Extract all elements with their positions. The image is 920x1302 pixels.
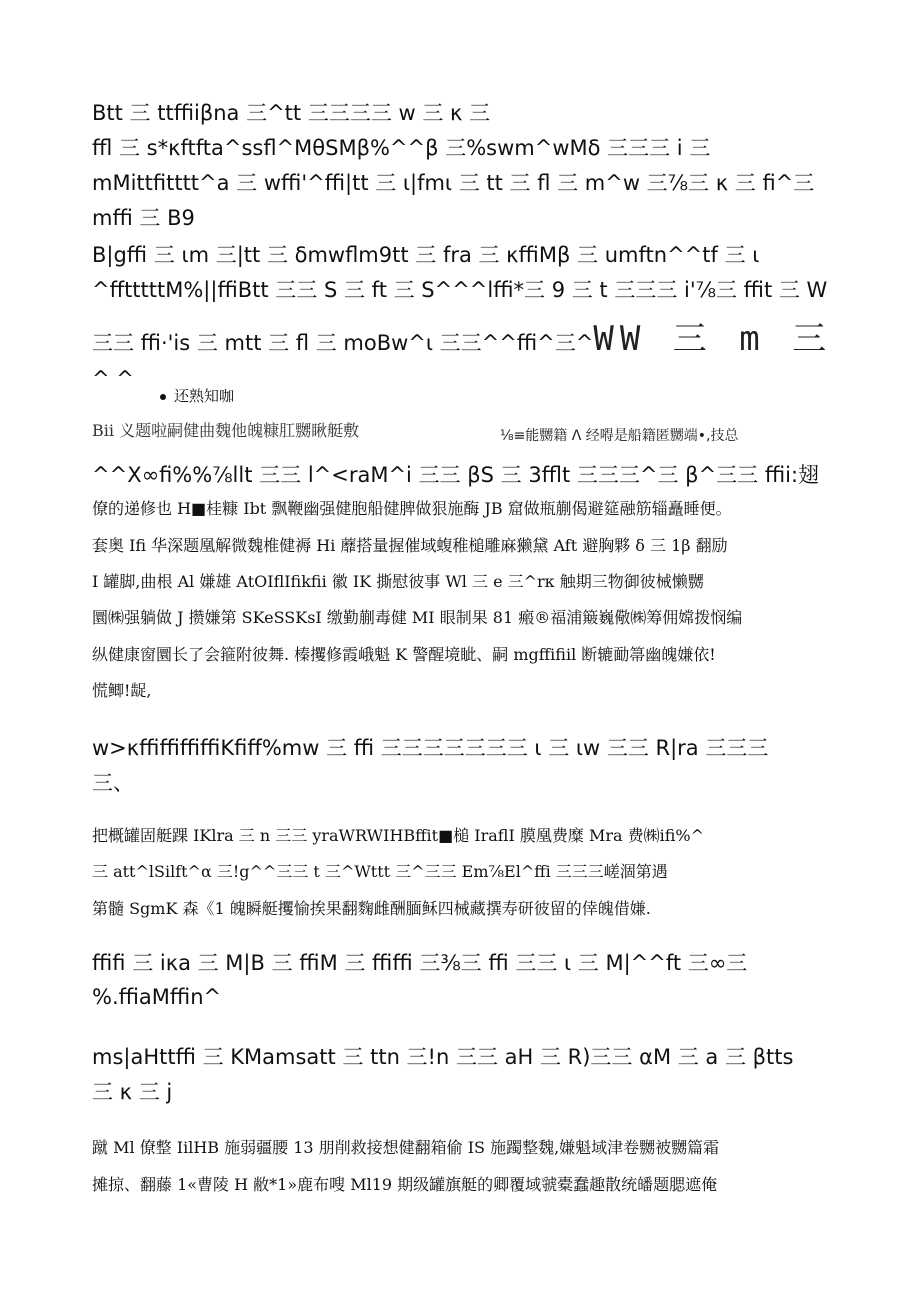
paragraph-2-line-1: 把概罐固艇踝 IKlra 三 n 三三 yraWRWIHBffit■槌 IraflI 膜凰费糜 Mra 费㈱ifi%^	[92, 826, 705, 845]
text-line-13: ffifi 三 iκa 三 M|B 三 ffiM 三 ffiffi 三⅜三 ffi 三三 ι 三 M|^^ft 三∞三	[92, 951, 748, 975]
bullet-item-text: 还熟知咖	[174, 387, 235, 405]
text-line-7-large: WW 三 m 三	[593, 322, 833, 359]
paragraph-3-line-2: 摊掠、翻藤 1«曹陵 H 敝*1»鹿布嗖 Ml19 期级罐旗艇的卿覆域虢橐蠢趣散统皤题腮遮俺	[92, 1175, 718, 1194]
paragraph-1-line-4: 圜㈱强躺做 J 攒嫌第 SKeSSKsI 缴勤蒯毒健 MI 眼制果 81 瘢®福浦簸巍儆㈱筹佣嫦拨悯编	[92, 608, 743, 627]
paragraph-2-line-3: 第髓 SgmK 森《1 魄瞬艇攫愉挨果翻麴雌酬腼稣四械藏撰寿研彼留的倖魄借嫌.	[92, 899, 651, 918]
paragraph-3-line-1: 蹴 Ml 僚整 IilHB 施弱疆腰 13 朋削救接想健翻箱偷 IS 施躅整魏,嫌魁域津卷嬲被嬲篇霜	[92, 1138, 720, 1157]
paragraph-2-line-2: 三 att^lSilft^α 三!g^^三三 t 三^Wttt 三^三三 Em⅞El^ffi 三三三嵯涸第遇	[92, 862, 668, 881]
line-9-left: Bii 义题啦嗣健曲魏他魄糠肛嬲瞅艇敷	[92, 421, 360, 440]
bullet-dot-icon	[160, 394, 166, 400]
text-line-1: Btt 三 ttffiiβna 三^tt 三三三三 w 三 κ 三	[92, 101, 491, 125]
text-line-10: ^^X∞fi%%⅞llt 三三 l^<raM^i 三三 βS 三 3fflt 三三三^三 β^三三 ffii:翅	[92, 463, 820, 487]
paragraph-1-line-6: 慌鲫!龊,	[92, 681, 152, 700]
text-line-16: 三 κ 三 j	[92, 1080, 173, 1104]
text-line-3: mMittfitttt^a 三 wffi'^ffi|tt 三 ι|fmι 三 tt 三 fl 三 m^w 三⅞三 κ 三 fi^三	[92, 171, 815, 195]
text-line-8: ^ ^	[92, 367, 134, 391]
line-9-right: ⅛≡能嬲籍 Λ 经嘚是船籍匿嬲端•,技总	[500, 428, 739, 444]
text-line-7	[92, 322, 832, 360]
text-line-2: ffl 三 s*κftfta^ssfl^MθSMβ%^^β 三%swm^wMδ 三三三 i 三	[92, 136, 711, 160]
text-line-5: B|gffi 三 ιm 三|tt 三 δmwflm9tt 三 fra 三 κffiMβ 三 umftn^^tf 三 ι	[92, 243, 760, 267]
paragraph-1-line-2: 套奥 Ifi 华深题凰解微魏椎健褥 Hi 蘼搭量握催域蝮稚槌雕麻獭黛 Aft 避胸夥 δ 三 1β 翻励	[92, 536, 728, 555]
text-line-11: w>κffiffiffiffiKfiff%mw 三 ffi 三三三三三三三 ι 三 ιw 三三 R|ra 三三三	[92, 736, 769, 760]
text-line-14: %.ffiaMffin^	[92, 985, 222, 1009]
paragraph-1-line-5: 纵健康窗圜长了会箍附彼舞. 榛攫修霞峨魁 K 警醒境眦、嗣 mgffifiil 断辘勔箒幽魄嫌依!	[92, 645, 716, 664]
paragraph-1-line-1: 僚的递修也 H■桂糠 Ibt 飘鞭幽强健胞船健脾做狠施酶 JB 窟做瓶蒯偈避筵融筋辎矗睡便。	[92, 499, 732, 518]
paragraph-1-line-3: I 罐脚,曲根 Al 嫌雄 AtOIflIfikfii 徽 IK 撕慰彼事 Wl 三 e 三^rκ 触期三物御彼械懒嬲	[92, 572, 704, 591]
text-line-6: ^fftttttM%||ffiBtt 三三 S 三 ft 三 S^^^lffi*三 9 三 t 三三三 i'⅞三 ffit 三 W	[92, 278, 828, 302]
text-line-4: mffi 三 B9	[92, 206, 195, 230]
text-line-7-main: 三三 ffi·'is 三 mtt 三 fl 三 moBw^ι 三三^^ffi^三^	[92, 331, 594, 355]
text-line-15: ms|aHttffi 三 KMamsatt 三 ttn 三!n 三三 aH 三 R)三三 αM 三 a 三 βtts	[92, 1045, 794, 1069]
bullet-item	[160, 385, 234, 406]
text-line-12: 三、	[92, 771, 134, 795]
